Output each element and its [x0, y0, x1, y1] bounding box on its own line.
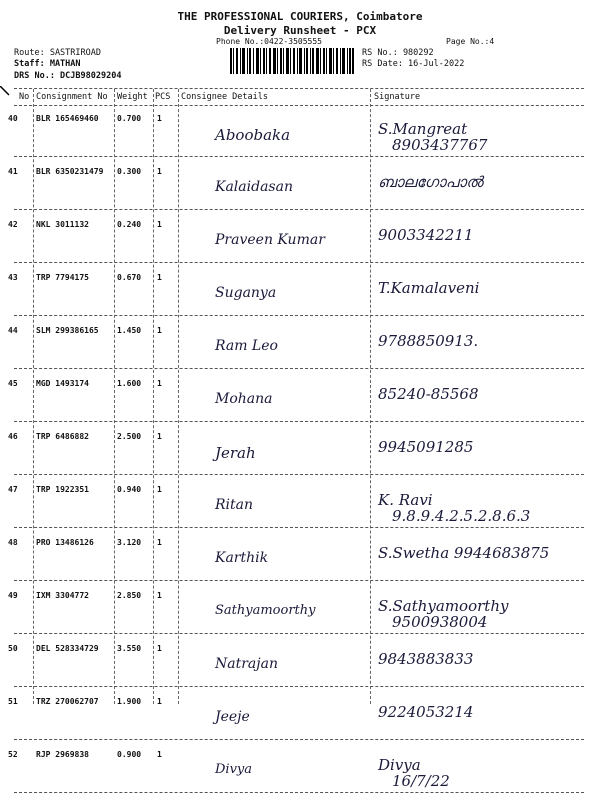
consignee-handwriting: Sathyamoorthy [215, 603, 316, 618]
weight-value: 1.450 [117, 326, 142, 335]
signature-phone-handwriting: 8903437767 [392, 136, 488, 154]
weight-value: 3.550 [117, 644, 142, 653]
barcode-image [230, 48, 354, 74]
consignment-number: TRP 6486882 [36, 432, 89, 441]
pieces-count: 1 [157, 167, 162, 176]
row-number: 43 [8, 273, 18, 282]
row-separator [14, 209, 584, 210]
consignee-handwriting: Aboobaka [215, 126, 291, 144]
row-separator [14, 580, 584, 581]
document-subtitle: Delivery Runsheet - PCX [223, 24, 377, 37]
row-separator [14, 421, 584, 422]
signature-handwriting: 9843883833 [378, 650, 474, 668]
column-divider [153, 89, 154, 704]
row-separator [14, 792, 584, 793]
pieces-count: 1 [157, 591, 162, 600]
row-number: 45 [8, 379, 18, 388]
pieces-count: 1 [157, 220, 162, 229]
consignment-number: IXM 3304772 [36, 591, 89, 600]
col-header-no: No [19, 92, 30, 102]
header-bottom-rule [14, 105, 584, 106]
signature-handwriting: 9003342211 [378, 226, 474, 244]
company-title: THE PROFESSIONAL COURIERS, Coimbatore [177, 10, 423, 23]
col-header-consignment: Consignment No [36, 92, 108, 102]
consignee-handwriting: Suganya [215, 285, 277, 301]
row-number: 47 [8, 485, 18, 494]
weight-value: 0.900 [117, 750, 142, 759]
consignment-number: PRO 13486126 [36, 538, 94, 547]
route-label: Route: SASTRIROAD [14, 48, 101, 58]
drs-number: DRS No.: DCJB98029204 [14, 71, 122, 81]
signature-handwriting: S.Sathyamoorthy [378, 597, 509, 615]
consignee-handwriting: Ram Leo [215, 338, 278, 354]
consignment-number: TRZ 270062707 [36, 697, 99, 706]
weight-value: 1.600 [117, 379, 142, 388]
col-header-signature: Signature [374, 92, 421, 102]
row-separator [14, 156, 584, 157]
consignee-handwriting: Mohana [215, 391, 273, 407]
table-top-rule [14, 88, 584, 89]
signature-handwriting: T.Kamalaveni [378, 279, 480, 297]
pieces-count: 1 [157, 273, 162, 282]
pieces-count: 1 [157, 379, 162, 388]
signature-handwriting: 9788850913. [378, 332, 479, 350]
weight-value: 0.300 [117, 167, 142, 176]
rs-number: RS No.: 980292 [362, 48, 434, 58]
row-number: 50 [8, 644, 18, 653]
signature-phone-handwriting: 16/7/22 [392, 772, 450, 790]
weight-value: 2.850 [117, 591, 142, 600]
col-header-consignee: Consignee Details [181, 92, 268, 102]
signature-handwriting: S.Mangreat [378, 120, 468, 138]
page-number: Page No.:4 [446, 37, 495, 46]
pieces-count: 1 [157, 750, 162, 759]
row-separator [14, 315, 584, 316]
column-divider [370, 89, 371, 704]
row-number: 46 [8, 432, 18, 441]
signature-phone-handwriting: 9500938004 [392, 613, 488, 631]
row-number: 49 [8, 591, 18, 600]
weight-value: 0.940 [117, 485, 142, 494]
pieces-count: 1 [157, 432, 162, 441]
pieces-count: 1 [157, 697, 162, 706]
signature-phone-handwriting: 9.8.9.4.2.5.2.8.6.3 [392, 507, 531, 525]
signature-handwriting: ബാലഗോപാൽ [378, 173, 483, 191]
consignment-number: DEL 528334729 [36, 644, 99, 653]
row-number: 44 [8, 326, 18, 335]
row-separator [14, 633, 584, 634]
weight-value: 2.500 [117, 432, 142, 441]
consignee-handwriting: Jerah [215, 444, 256, 462]
col-header-weight: Weight [117, 92, 148, 102]
row-number: 41 [8, 167, 18, 176]
consignment-number: BLR 165469460 [36, 114, 99, 123]
weight-value: 0.670 [117, 273, 142, 282]
consignee-handwriting: Natrajan [215, 656, 278, 672]
consignment-number: SLM 299386165 [36, 326, 99, 335]
row-separator [14, 474, 584, 475]
column-divider [178, 89, 179, 704]
staff-label: Staff: MATHAN [14, 59, 81, 69]
pieces-count: 1 [157, 538, 162, 547]
consignee-handwriting: Kalaidasan [215, 179, 293, 195]
row-number: 48 [8, 538, 18, 547]
row-number: 52 [8, 750, 18, 759]
column-divider [33, 89, 34, 704]
pieces-count: 1 [157, 644, 162, 653]
row-separator [14, 686, 584, 687]
signature-handwriting: 9224053214 [378, 703, 474, 721]
rs-date: RS Date: 16-Jul-2022 [362, 59, 465, 69]
consignee-handwriting: Jeeje [215, 709, 250, 725]
col-header-pcs: PCS [155, 92, 171, 102]
consignee-handwriting: Praveen Kumar [215, 232, 325, 248]
row-separator [14, 739, 584, 740]
consignment-number: NKL 3011132 [36, 220, 89, 229]
consignment-number: BLR 6350231479 [36, 167, 104, 176]
consignment-number: TRP 7794175 [36, 273, 89, 282]
row-separator [14, 368, 584, 369]
consignee-handwriting: Divya [215, 762, 253, 777]
row-number: 40 [8, 114, 18, 123]
pieces-count: 1 [157, 485, 162, 494]
weight-value: 3.120 [117, 538, 142, 547]
column-divider [114, 89, 115, 704]
weight-value: 0.240 [117, 220, 142, 229]
consignment-number: RJP 2969838 [36, 750, 89, 759]
row-separator [14, 262, 584, 263]
consignment-number: TRP 1922351 [36, 485, 89, 494]
row-separator [14, 527, 584, 528]
row-number: 51 [8, 697, 18, 706]
consignee-handwriting: Karthik [215, 550, 269, 566]
consignee-handwriting: Ritan [215, 497, 254, 513]
weight-value: 0.700 [117, 114, 142, 123]
signature-handwriting: S.Swetha 9944683875 [378, 544, 550, 562]
signature-handwriting: 85240-85568 [378, 385, 479, 403]
consignment-number: MGD 1493174 [36, 379, 89, 388]
weight-value: 1.900 [117, 697, 142, 706]
row-number: 42 [8, 220, 18, 229]
signature-handwriting: K. Ravi [378, 491, 433, 509]
signature-handwriting: 9945091285 [378, 438, 474, 456]
pieces-count: 1 [157, 114, 162, 123]
pieces-count: 1 [157, 326, 162, 335]
signature-handwriting: Divya [378, 756, 421, 774]
phone-number: Phone No.:0422-3505555 [216, 37, 322, 46]
corner-mark-icon [0, 86, 10, 96]
